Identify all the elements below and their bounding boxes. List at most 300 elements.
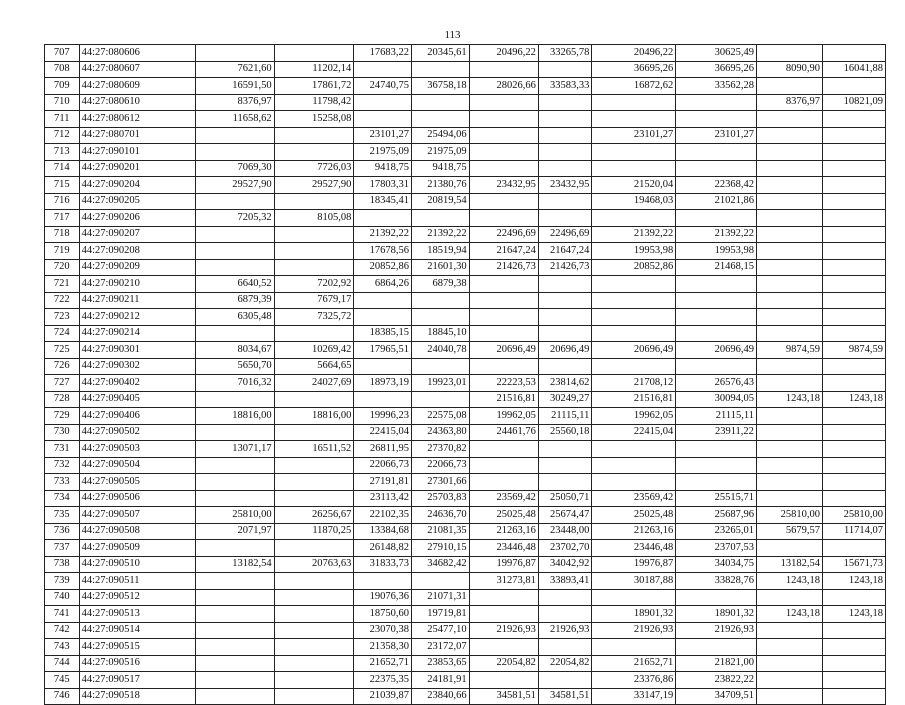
value-cell: 21926,93	[676, 622, 757, 639]
value-cell	[195, 259, 274, 276]
value-cell: 19976,87	[592, 556, 676, 573]
table-row	[45, 606, 886, 623]
cadastral-number-cell: 44:27:090301	[79, 342, 195, 359]
value-cell	[195, 226, 274, 243]
value-cell: 13071,17	[195, 441, 274, 458]
value-cell: 25477,10	[411, 622, 469, 639]
value-cell	[354, 391, 412, 408]
value-cell	[274, 655, 354, 672]
value-cell	[823, 292, 886, 309]
value-cell	[354, 94, 412, 111]
value-cell	[469, 325, 538, 342]
value-cell	[538, 193, 591, 210]
cadastral-number-cell: 44:27:090505	[79, 474, 195, 491]
value-cell	[676, 474, 757, 491]
value-cell: 7325,72	[274, 309, 354, 326]
value-cell: 11870,25	[274, 523, 354, 540]
value-cell	[592, 210, 676, 227]
value-cell: 1243,18	[823, 573, 886, 590]
value-cell: 23840,66	[411, 688, 469, 705]
value-cell: 9418,75	[354, 160, 412, 177]
value-cell: 6864,26	[354, 276, 412, 293]
value-cell	[823, 655, 886, 672]
value-cell	[195, 45, 274, 62]
value-cell	[411, 358, 469, 375]
cadastral-number-cell: 44:27:090503	[79, 441, 195, 458]
cadastral-number-cell: 44:27:090101	[79, 144, 195, 161]
value-cell	[538, 474, 591, 491]
row-number-cell: 741	[45, 606, 80, 623]
value-cell	[469, 144, 538, 161]
value-cell: 21392,22	[354, 226, 412, 243]
value-cell	[469, 160, 538, 177]
value-cell: 25687,96	[676, 507, 757, 524]
cadastral-number-cell: 44:27:090206	[79, 210, 195, 227]
value-cell	[756, 358, 822, 375]
table-row	[45, 160, 886, 177]
value-cell	[274, 639, 354, 656]
value-cell	[676, 325, 757, 342]
value-cell: 25025,48	[592, 507, 676, 524]
value-cell: 21516,81	[592, 391, 676, 408]
row-number-cell: 716	[45, 193, 80, 210]
value-cell: 22066,73	[354, 457, 412, 474]
table-row	[45, 424, 886, 441]
value-cell: 28026,66	[469, 78, 538, 95]
value-cell: 5679,57	[756, 523, 822, 540]
table-row	[45, 210, 886, 227]
value-cell: 24461,76	[469, 424, 538, 441]
value-cell	[538, 358, 591, 375]
cadastral-number-cell: 44:27:080612	[79, 111, 195, 128]
value-cell: 34034,75	[676, 556, 757, 573]
value-cell: 22054,82	[469, 655, 538, 672]
value-cell	[469, 193, 538, 210]
row-number-cell: 725	[45, 342, 80, 359]
value-cell	[676, 358, 757, 375]
value-cell	[274, 622, 354, 639]
value-cell: 33893,41	[538, 573, 591, 590]
value-cell: 24740,75	[354, 78, 412, 95]
value-cell	[274, 540, 354, 557]
table-row	[45, 672, 886, 689]
value-cell	[823, 45, 886, 62]
value-cell: 21647,24	[538, 243, 591, 260]
value-cell	[756, 78, 822, 95]
value-cell: 19953,98	[592, 243, 676, 260]
table-row	[45, 127, 886, 144]
value-cell	[354, 573, 412, 590]
value-cell: 8376,97	[195, 94, 274, 111]
value-cell	[756, 127, 822, 144]
table-row	[45, 358, 886, 375]
value-cell	[756, 375, 822, 392]
value-cell: 26256,67	[274, 507, 354, 524]
value-cell: 21652,71	[592, 655, 676, 672]
value-cell: 30094,05	[676, 391, 757, 408]
table-row	[45, 61, 886, 78]
value-cell: 27910,15	[411, 540, 469, 557]
value-cell: 34709,51	[676, 688, 757, 705]
cadastral-number-cell: 44:27:090518	[79, 688, 195, 705]
cadastral-number-cell: 44:27:090207	[79, 226, 195, 243]
value-cell: 22054,82	[538, 655, 591, 672]
value-cell	[274, 144, 354, 161]
value-cell	[823, 243, 886, 260]
value-cell	[756, 193, 822, 210]
value-cell: 17683,22	[354, 45, 412, 62]
value-cell: 22368,42	[676, 177, 757, 194]
value-cell	[676, 639, 757, 656]
cadastral-number-cell: 44:27:090406	[79, 408, 195, 425]
value-cell	[538, 309, 591, 326]
value-cell	[756, 276, 822, 293]
value-cell: 24040,78	[411, 342, 469, 359]
value-cell: 22375,35	[354, 672, 412, 689]
value-cell: 22496,69	[538, 226, 591, 243]
value-cell: 31273,81	[469, 573, 538, 590]
value-cell: 23814,62	[538, 375, 591, 392]
value-cell	[274, 193, 354, 210]
row-number-cell: 724	[45, 325, 80, 342]
row-number-cell: 710	[45, 94, 80, 111]
value-cell	[823, 144, 886, 161]
value-cell	[592, 276, 676, 293]
value-cell: 13384,68	[354, 523, 412, 540]
value-cell: 21358,30	[354, 639, 412, 656]
value-cell: 20852,86	[354, 259, 412, 276]
value-cell: 36695,26	[592, 61, 676, 78]
cadastral-number-cell: 44:27:090514	[79, 622, 195, 639]
value-cell: 18845,10	[411, 325, 469, 342]
value-cell	[538, 160, 591, 177]
value-cell: 22066,73	[411, 457, 469, 474]
value-cell	[823, 490, 886, 507]
value-cell: 21926,93	[538, 622, 591, 639]
value-cell: 23376,86	[592, 672, 676, 689]
value-cell	[592, 589, 676, 606]
value-cell	[469, 589, 538, 606]
value-cell: 25703,83	[411, 490, 469, 507]
value-cell	[469, 111, 538, 128]
value-cell: 30249,27	[538, 391, 591, 408]
value-cell	[592, 94, 676, 111]
row-number-cell: 742	[45, 622, 80, 639]
value-cell: 23101,27	[354, 127, 412, 144]
value-cell	[592, 457, 676, 474]
value-cell: 23432,95	[469, 177, 538, 194]
value-cell: 18973,19	[354, 375, 412, 392]
value-cell: 23070,38	[354, 622, 412, 639]
cadastral-number-cell: 44:27:090508	[79, 523, 195, 540]
value-cell	[756, 309, 822, 326]
cadastral-number-cell: 44:27:090504	[79, 457, 195, 474]
value-cell	[274, 45, 354, 62]
value-cell	[823, 177, 886, 194]
table-row	[45, 276, 886, 293]
value-cell: 20696,49	[469, 342, 538, 359]
row-number-cell: 738	[45, 556, 80, 573]
value-cell: 19923,01	[411, 375, 469, 392]
table-row	[45, 309, 886, 326]
value-cell: 29527,90	[274, 177, 354, 194]
value-cell	[538, 94, 591, 111]
value-cell	[676, 210, 757, 227]
value-cell	[538, 127, 591, 144]
value-cell	[756, 45, 822, 62]
table-row	[45, 474, 886, 491]
value-cell	[756, 424, 822, 441]
value-cell: 36695,26	[676, 61, 757, 78]
value-cell	[411, 292, 469, 309]
value-cell: 1243,18	[823, 606, 886, 623]
row-number-cell: 715	[45, 177, 80, 194]
value-cell: 26576,43	[676, 375, 757, 392]
value-cell: 23172,07	[411, 639, 469, 656]
value-cell: 30625,49	[676, 45, 757, 62]
table-row	[45, 589, 886, 606]
value-cell	[756, 540, 822, 557]
value-cell	[823, 688, 886, 705]
value-cell	[756, 226, 822, 243]
value-cell	[592, 160, 676, 177]
row-number-cell: 709	[45, 78, 80, 95]
value-cell	[823, 259, 886, 276]
value-cell	[756, 490, 822, 507]
cadastral-value-table	[44, 44, 886, 705]
value-cell: 22102,35	[354, 507, 412, 524]
value-cell	[756, 210, 822, 227]
value-cell	[411, 391, 469, 408]
value-cell	[469, 672, 538, 689]
value-cell: 17678,56	[354, 243, 412, 260]
value-cell: 23446,48	[469, 540, 538, 557]
value-cell: 5664,65	[274, 358, 354, 375]
value-cell: 27191,81	[354, 474, 412, 491]
table-row	[45, 144, 886, 161]
value-cell	[756, 474, 822, 491]
value-cell: 21071,31	[411, 589, 469, 606]
value-cell: 24181,91	[411, 672, 469, 689]
value-cell: 31833,73	[354, 556, 412, 573]
value-cell	[538, 276, 591, 293]
value-cell	[538, 210, 591, 227]
cadastral-number-cell: 44:27:090214	[79, 325, 195, 342]
value-cell: 5650,70	[195, 358, 274, 375]
value-cell: 19468,03	[592, 193, 676, 210]
page-number: 113	[444, 29, 461, 41]
table-row	[45, 325, 886, 342]
value-cell: 8376,97	[756, 94, 822, 111]
table-row	[45, 292, 886, 309]
table-row	[45, 177, 886, 194]
value-cell	[756, 622, 822, 639]
value-cell	[354, 292, 412, 309]
row-number-cell: 728	[45, 391, 80, 408]
value-cell: 24636,70	[411, 507, 469, 524]
value-cell: 34682,42	[411, 556, 469, 573]
value-cell	[676, 94, 757, 111]
value-cell	[756, 688, 822, 705]
value-cell	[274, 672, 354, 689]
value-cell: 21392,22	[411, 226, 469, 243]
value-cell: 21263,16	[469, 523, 538, 540]
value-cell	[756, 655, 822, 672]
value-cell	[676, 144, 757, 161]
value-cell	[469, 276, 538, 293]
value-cell: 25494,06	[411, 127, 469, 144]
row-number-cell: 727	[45, 375, 80, 392]
value-cell: 1243,18	[823, 391, 886, 408]
cadastral-number-cell: 44:27:090512	[79, 589, 195, 606]
value-cell: 23448,00	[538, 523, 591, 540]
value-cell: 18816,00	[274, 408, 354, 425]
value-cell: 19719,81	[411, 606, 469, 623]
cadastral-number-cell: 44:27:090516	[79, 655, 195, 672]
value-cell: 16872,62	[592, 78, 676, 95]
value-cell: 25674,47	[538, 507, 591, 524]
value-cell	[823, 540, 886, 557]
value-cell	[469, 94, 538, 111]
value-cell: 23702,70	[538, 540, 591, 557]
value-cell: 7621,60	[195, 61, 274, 78]
cadastral-number-cell: 44:27:080609	[79, 78, 195, 95]
value-cell	[274, 589, 354, 606]
value-cell	[823, 375, 886, 392]
table-row	[45, 655, 886, 672]
cadastral-number-cell: 44:27:090515	[79, 639, 195, 656]
value-cell	[195, 688, 274, 705]
value-cell: 21926,93	[469, 622, 538, 639]
value-cell: 17965,51	[354, 342, 412, 359]
value-cell	[195, 391, 274, 408]
table-row	[45, 441, 886, 458]
table-row	[45, 375, 886, 392]
value-cell: 33265,78	[538, 45, 591, 62]
value-cell: 21392,22	[592, 226, 676, 243]
value-cell: 2071,97	[195, 523, 274, 540]
value-cell	[411, 309, 469, 326]
value-cell: 21039,87	[354, 688, 412, 705]
value-cell: 19953,98	[676, 243, 757, 260]
value-cell: 20696,49	[676, 342, 757, 359]
row-number-cell: 729	[45, 408, 80, 425]
value-cell: 25810,00	[823, 507, 886, 524]
value-cell: 34042,92	[538, 556, 591, 573]
value-cell	[195, 639, 274, 656]
value-cell	[411, 61, 469, 78]
table-row	[45, 226, 886, 243]
value-cell: 6305,48	[195, 309, 274, 326]
value-cell: 24027,69	[274, 375, 354, 392]
value-cell	[195, 424, 274, 441]
value-cell	[195, 490, 274, 507]
cadastral-number-cell: 44:27:090208	[79, 243, 195, 260]
value-cell	[823, 672, 886, 689]
value-cell	[592, 292, 676, 309]
value-cell	[274, 688, 354, 705]
row-number-cell: 734	[45, 490, 80, 507]
value-cell: 25050,71	[538, 490, 591, 507]
value-cell	[756, 639, 822, 656]
row-number-cell: 736	[45, 523, 80, 540]
value-cell	[538, 61, 591, 78]
value-cell	[411, 573, 469, 590]
value-cell: 18901,32	[592, 606, 676, 623]
cadastral-number-cell: 44:27:090205	[79, 193, 195, 210]
value-cell: 20763,63	[274, 556, 354, 573]
row-number-cell: 723	[45, 309, 80, 326]
value-cell	[195, 672, 274, 689]
value-cell	[823, 111, 886, 128]
value-cell	[756, 144, 822, 161]
row-number-cell: 746	[45, 688, 80, 705]
value-cell	[274, 226, 354, 243]
value-cell: 25810,00	[195, 507, 274, 524]
value-cell	[538, 606, 591, 623]
value-cell: 18345,41	[354, 193, 412, 210]
table-row	[45, 45, 886, 62]
value-cell: 21115,11	[538, 408, 591, 425]
value-cell: 19076,36	[354, 589, 412, 606]
value-cell: 20852,86	[592, 259, 676, 276]
value-cell	[538, 457, 591, 474]
value-cell	[756, 177, 822, 194]
value-cell: 21263,16	[592, 523, 676, 540]
value-cell	[274, 606, 354, 623]
cadastral-number-cell: 44:27:090210	[79, 276, 195, 293]
value-cell: 1243,18	[756, 606, 822, 623]
table-row	[45, 193, 886, 210]
value-cell: 16591,50	[195, 78, 274, 95]
cadastral-number-cell: 44:27:080606	[79, 45, 195, 62]
value-cell	[823, 474, 886, 491]
value-cell: 22223,53	[469, 375, 538, 392]
table-row	[45, 573, 886, 590]
table-row	[45, 78, 886, 95]
value-cell	[469, 292, 538, 309]
value-cell	[195, 655, 274, 672]
value-cell: 23853,65	[411, 655, 469, 672]
cadastral-number-cell: 44:27:090212	[79, 309, 195, 326]
value-cell	[823, 210, 886, 227]
table-row	[45, 243, 886, 260]
value-cell: 18750,60	[354, 606, 412, 623]
value-cell: 21081,35	[411, 523, 469, 540]
value-cell	[592, 325, 676, 342]
value-cell: 13182,54	[195, 556, 274, 573]
value-cell	[538, 672, 591, 689]
value-cell: 21652,71	[354, 655, 412, 672]
value-cell	[195, 127, 274, 144]
value-cell: 21926,93	[592, 622, 676, 639]
value-cell	[538, 111, 591, 128]
value-cell: 21468,15	[676, 259, 757, 276]
row-number-cell: 732	[45, 457, 80, 474]
value-cell	[469, 61, 538, 78]
value-cell: 25560,18	[538, 424, 591, 441]
value-cell	[538, 144, 591, 161]
value-cell: 23911,22	[676, 424, 757, 441]
value-cell: 21380,76	[411, 177, 469, 194]
row-number-cell: 721	[45, 276, 80, 293]
value-cell: 20496,22	[469, 45, 538, 62]
value-cell	[195, 457, 274, 474]
cadastral-number-cell: 44:27:080610	[79, 94, 195, 111]
value-cell: 13182,54	[756, 556, 822, 573]
value-cell: 18816,00	[195, 408, 274, 425]
value-cell	[823, 639, 886, 656]
